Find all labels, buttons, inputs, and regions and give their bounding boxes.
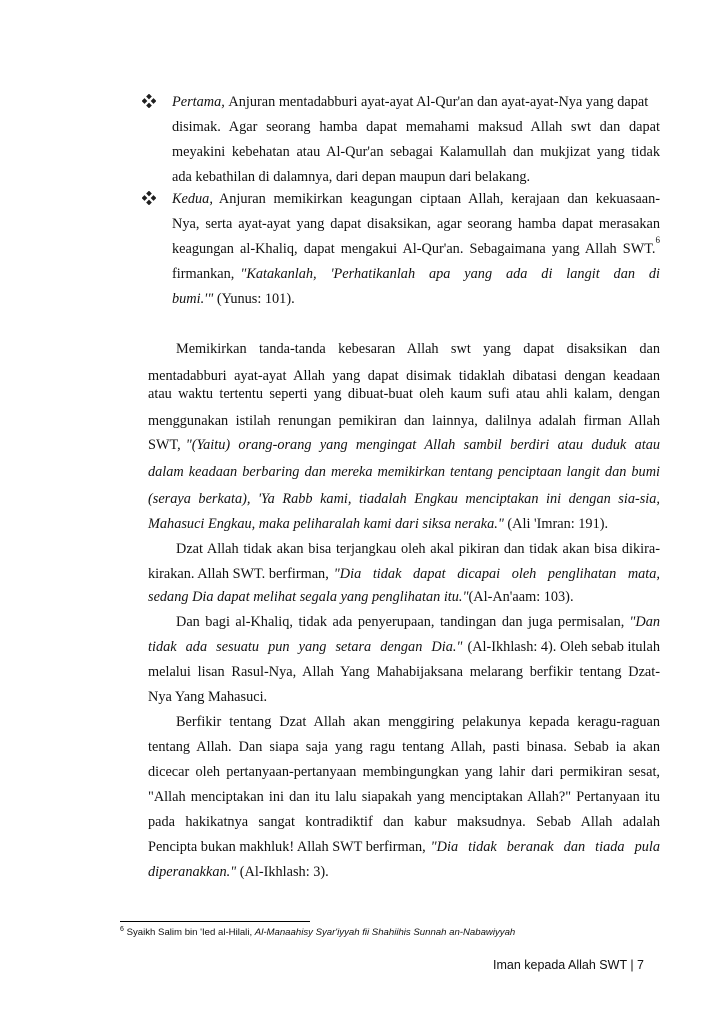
diamond-bullet-icon (136, 190, 162, 206)
footnote-number: 6 (120, 925, 124, 933)
bullet1-line2: disimak. Agar seorang hamba dapat memahami maksud Allah swt dan dapat (172, 119, 660, 135)
bullet2-line4 (172, 265, 660, 283)
footnote-divider (120, 921, 310, 922)
para1-quote-mid2: (seraya berkata), 'Ya Rabb kami, tiadalah Engkau menciptakan ini dengan sia-sia, (148, 491, 660, 507)
para3-ref: (Al-Ikhlash: 4). Oleh sebab itulah (467, 639, 660, 655)
para3-line1-text: Dan bagi al-Khaliq, tidak ada penyerupaan, tandingan dan juga permisalan, (176, 614, 625, 630)
para2-line2-lead: kirakan. Allah SWT. berfirman, (148, 566, 329, 582)
para4-line3: dicecar oleh pertanyaan-pertanyaan membingungkan yang lahir dari permikiran sesat, (148, 764, 660, 780)
para1-line5 (148, 436, 660, 454)
para3-line4: Nya Yang Mahasuci. (148, 689, 268, 705)
diamond-bullet-icon (136, 93, 162, 109)
para4-line6 (148, 838, 660, 856)
para3-line1 (176, 613, 660, 631)
bullet1-line4: ada kebathilan di dalamnya, dari depan maupun dari belakang. (172, 169, 531, 185)
para4-line6-lead: Pencipta bukan makhluk! Allah SWT berfirman, (148, 839, 426, 855)
bullet2-line4-lead: firmankan, (172, 266, 235, 282)
para2-line3 (148, 588, 574, 606)
bullet1-lead: Pertama, (172, 94, 225, 110)
para1-line4: menggunakan istilah renungan pemikiran dan lainnya, dalilnya adalah firman Allah (148, 413, 660, 429)
para1-line7 (148, 490, 660, 508)
bullet2-line5 (172, 290, 295, 308)
para1-line5-lead: SWT, (148, 437, 181, 453)
page-footer: Iman kepada Allah SWT | 7 (492, 958, 644, 972)
bullet2-quote: "Katakanlah, 'Perhatikanlah apa yang ada di langit dan di (240, 266, 660, 282)
footnote-title: Al-Manaahisy Syar'iyyah fii Shahiihis Sunnah an-Nabawiyyah (254, 927, 516, 938)
para3-line2 (148, 638, 660, 656)
para1-ref: (Ali 'Imran: 191). (507, 516, 609, 532)
para1-line3: atau waktu tertentu seperti yang dibuat-buat oleh kaum sufi atau ahli kalam, dengan (148, 386, 660, 402)
para1-line8 (148, 515, 608, 533)
para2-line2 (148, 565, 660, 583)
para1-line2: mentadabburi ayat-ayat Allah yang dapat disimak tidaklah dibatasi dengan keadaan (148, 368, 660, 384)
para4-line4: "Allah menciptakan ini dan itu lalu siapakah yang menciptakan Allah?" Pertanyaan itu (148, 789, 660, 805)
para2-ref: (Al-An'aam: 103). (468, 589, 574, 605)
bullet1-line1 (172, 93, 660, 111)
para2-quote: "Dia tidak dapat dicapai oleh penglihatan mata, (333, 566, 660, 582)
para4-ref: (Al-Ikhlash: 3). (239, 864, 329, 880)
para4-quote: "Dia tidak beranak dan tiada pula (430, 839, 660, 855)
para1-quote-start: "(Yaitu) orang-orang yang mengingat Allah sambil berdiri atau duduk atau (185, 437, 660, 453)
para3-quote: tidak ada sesuatu pun yang setara dengan Dia." (148, 639, 463, 655)
para4-line2: tentang Allah. Dan siapa saja yang ragu tentang Allah, pasti binasa. Sebab ia akan (148, 739, 660, 755)
bullet2-ref: (Yunus: 101). (216, 291, 295, 307)
bullet2-line2: Nya, serta ayat-ayat yang dapat disaksikan, agar seorang hamba dapat merasakan (172, 216, 660, 232)
bullet2-line3-text: keagungan al-Khaliq, dapat mengakui Al-Qur'an. Sebagaimana yang Allah SWT. (172, 241, 656, 257)
bullet1-line3: meyakini kebehatan atau Al-Qur'an sebagai Kalamullah dan mukjizat yang tidak (172, 144, 660, 160)
bullet2-quote-end: bumi.'" (172, 291, 214, 307)
footnote (120, 927, 515, 938)
para1-quote-mid: dalam keadaan berbaring dan mereka memikirkan tentang penciptaan langit dan bumi (148, 464, 660, 480)
bullet2-line1 (172, 190, 660, 208)
bullet2-line3 (172, 235, 660, 258)
para1-line1: Memikirkan tanda-tanda kebesaran Allah swt yang dapat disaksikan dan (176, 341, 660, 357)
para1-quote-end: Mahasuci Engkau, maka peliharalah kami dari siksa neraka." (148, 516, 504, 532)
para4-quote-end: diperanakkan." (148, 864, 237, 880)
bullet2-text: Anjuran memikirkan keagungan ciptaan Allah, kerajaan dan kekuasaan- (218, 191, 660, 207)
bullet2-lead: Kedua, (172, 191, 213, 207)
para2-quote-end: sedang Dia dapat melihat segala yang penglihatan itu." (148, 589, 469, 605)
footnote-ref: 6 (655, 235, 660, 245)
para4-line5: pada hakikatnya sangat kontradiktif dan kabur maksudnya. Sebab Allah adalah (148, 814, 660, 830)
para4-line7 (148, 863, 329, 881)
para1-line6 (148, 463, 660, 481)
footnote-author: Syaikh Salim bin 'Ied al-Hilali, (126, 927, 253, 938)
para2-line1: Dzat Allah tidak akan bisa terjangkau oleh akal pikiran dan tidak akan bisa dikira- (176, 541, 660, 557)
para3-quote-start: "Dan (629, 614, 660, 630)
para3-line3: melalui lisan Rasul-Nya, Allah Yang Mahabijaksana melarang berfikir tentang Dzat- (148, 664, 660, 680)
bullet1-text: Anjuran mentadabburi ayat-ayat Al-Qur'an dan ayat-ayat-Nya yang dapat (228, 94, 649, 110)
para4-line1: Berfikir tentang Dzat Allah akan menggiring pelakunya kepada keragu-raguan (176, 714, 660, 730)
